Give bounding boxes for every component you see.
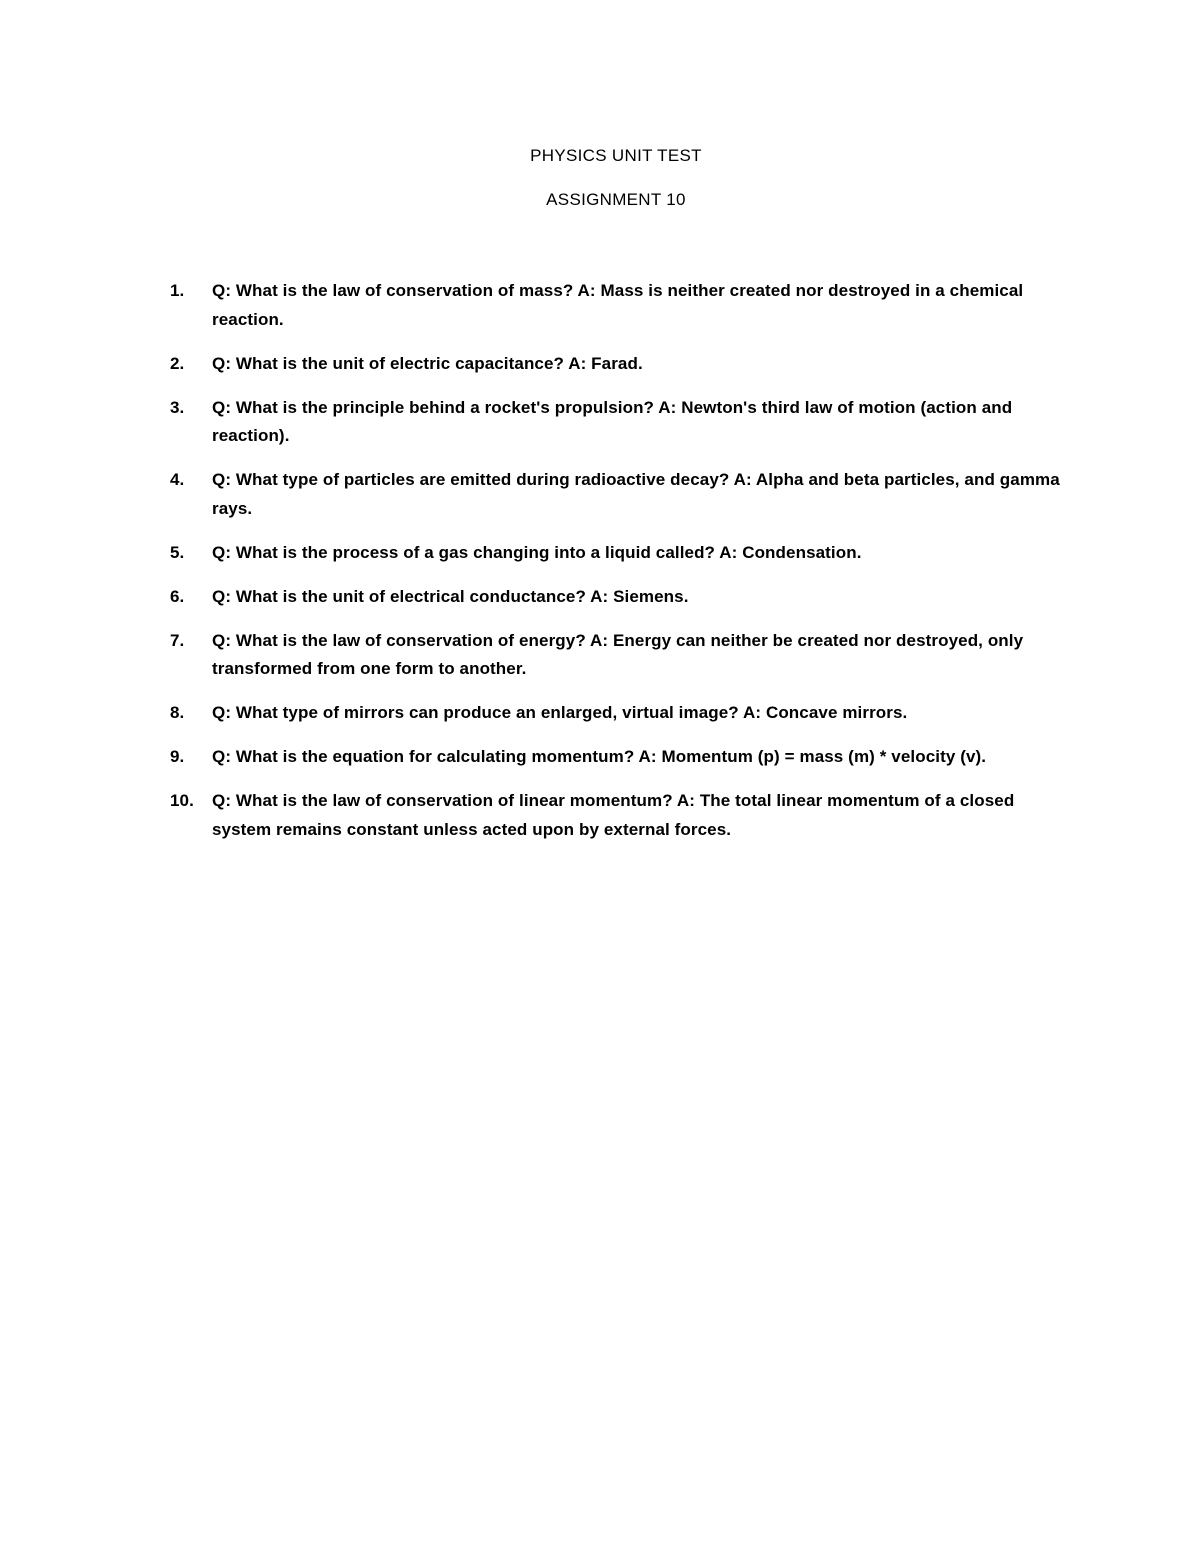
question-number: 3. — [170, 397, 185, 417]
question-item-2 — [170, 350, 1060, 379]
question-answer-text: Q: What is the process of a gas changing into a liquid called? A: Condensation. — [212, 542, 862, 562]
document-title: PHYSICS UNIT TEST — [530, 146, 702, 165]
question-number: 1. — [170, 281, 185, 300]
question-answer-text: Q: What is the principle behind a rocket's propulsion? A: Newton's third law of motion (action and reaction). — [212, 397, 1013, 445]
question-answer-text: Q: What is the unit of electrical conductance? A: Siemens. — [212, 586, 689, 606]
question-item-3 — [170, 394, 1060, 451]
document-subtitle: ASSIGNMENT 10 — [546, 190, 686, 209]
question-number: 9. — [170, 747, 185, 766]
question-answer-text: Q: What is the law of conservation of mass? A: Mass is neither created nor destroyed in a chemical reaction. — [212, 281, 1024, 329]
question-item-8 — [170, 699, 1060, 728]
question-number: 5. — [170, 542, 185, 562]
question-number: 10. — [170, 791, 194, 810]
question-answer-text: Q: What is the equation for calculating momentum? A: Momentum (p) = mass (m) * velocity (v). — [212, 747, 987, 766]
question-item-4 — [170, 466, 1060, 523]
question-number: 2. — [170, 353, 185, 373]
question-item-9 — [170, 743, 1060, 772]
question-number: 4. — [170, 470, 185, 489]
question-answer-text: Q: What type of mirrors can produce an enlarged, virtual image? A: Concave mirrors. — [212, 703, 908, 722]
question-answer-text: Q: What is the law of conservation of energy? A: Energy can neither be created nor destroyed, only transformed from one form to another. — [212, 630, 1024, 678]
question-answer-text: Q: What is the law of conservation of linear momentum? A: The total linear momentum of a closed system remains constant unless acted upon by external forces. — [212, 791, 1015, 839]
question-answer-text: Q: What type of particles are emitted during radioactive decay? A: Alpha and beta particles, and gamma rays. — [212, 470, 1060, 518]
question-item-5 — [170, 539, 1060, 568]
question-answer-text: Q: What is the unit of electric capacitance? A: Farad. — [212, 353, 643, 373]
question-number: 6. — [170, 586, 185, 606]
question-number: 7. — [170, 630, 185, 650]
question-item-10 — [170, 787, 1060, 844]
question-item-1 — [170, 277, 1060, 334]
question-list — [170, 277, 1060, 860]
question-item-7 — [170, 627, 1060, 684]
question-item-6 — [170, 583, 1060, 612]
question-number: 8. — [170, 703, 185, 722]
